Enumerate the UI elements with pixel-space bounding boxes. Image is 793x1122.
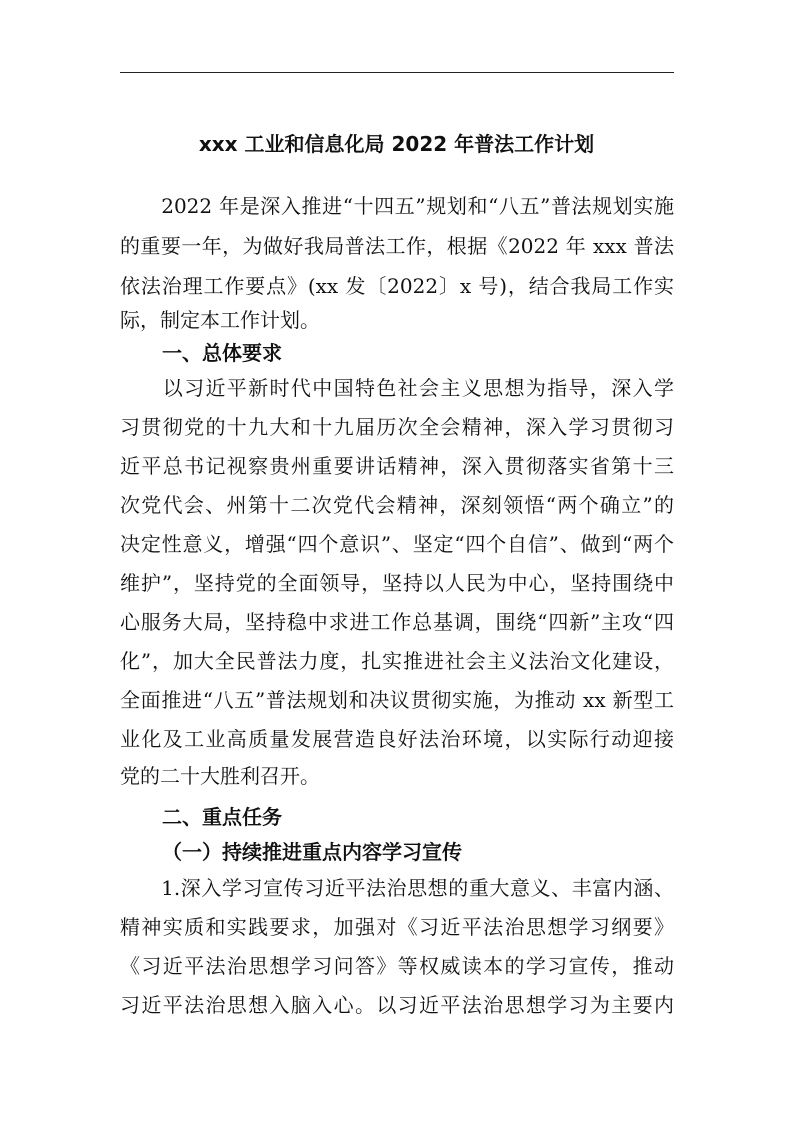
section1-line-9: 全面推进“八五”普法规划和决议贯彻实施，为推动 xx 新型工 — [120, 688, 674, 712]
section1-line-1: 以习近平新时代中国特色社会主义思想为指导，深入学 — [120, 376, 674, 400]
section1-line-3: 近平总书记视察贵州重要讲话精神，深入贯彻落实省第十三 — [120, 454, 674, 478]
item1-line-2: 精神实质和实践要求，加强对《习近平法治思想学习纲要》 — [120, 915, 674, 939]
section1-line-7: 心服务大局，坚持稳中求进工作总基调，围绕“四新”主攻“四 — [120, 610, 674, 634]
section1-line-11: 党的二十大胜利召开。 — [120, 764, 320, 788]
section1-line-5: 决定性意义，增强“四个意识”、坚定“四个自信”、做到“两个 — [120, 532, 674, 556]
document-title: xxx 工业和信息化局 2022 年普法工作计划 — [198, 132, 595, 156]
section-heading-key-tasks: 二、重点任务 — [162, 805, 282, 829]
item1-line-4: 习近平法治思想入脑入心。以习近平法治思想学习为主要内 — [120, 993, 674, 1017]
intro-line-3: 依法治理工作要点》(xx 发〔2022〕x 号)，结合我局工作实 — [120, 274, 674, 298]
section1-line-6: 维护”，坚持党的全面领导，坚持以人民为中心，坚持围绕中 — [120, 571, 674, 595]
intro-line-2: 的重要一年，为做好我局普法工作，根据《2022 年 xxx 普法 — [120, 234, 674, 258]
subsection-heading-1: （一）持续推进重点内容学习宣传 — [162, 840, 462, 864]
item1-line-1: 1.深入学习宣传习近平法治思想的重大意义、丰富内涵、 — [120, 876, 674, 900]
section1-line-10: 业化及工业高质量发展营造良好法治环境，以实际行动迎接 — [120, 727, 674, 751]
intro-line-1: 2022 年是深入推进“十四五”规划和“八五”普法规划实施 — [120, 194, 674, 218]
section1-line-4: 次党代会、州第十二次党代会精神，深刻领悟“两个确立”的 — [120, 493, 674, 517]
section1-line-2: 习贯彻党的十九大和十九届历次全会精神，深入学习贯彻习 — [120, 415, 674, 439]
header-rule — [120, 72, 674, 73]
section-heading-general-requirements: 一、总体要求 — [162, 341, 282, 365]
item1-line-3: 《习近平法治思想学习问答》等权威读本的学习宣传，推动 — [120, 954, 674, 978]
section1-line-8: 化”，加大全民普法力度，扎实推进社会主义法治文化建设， — [120, 649, 674, 673]
intro-line-4: 际，制定本工作计划。 — [120, 308, 320, 332]
